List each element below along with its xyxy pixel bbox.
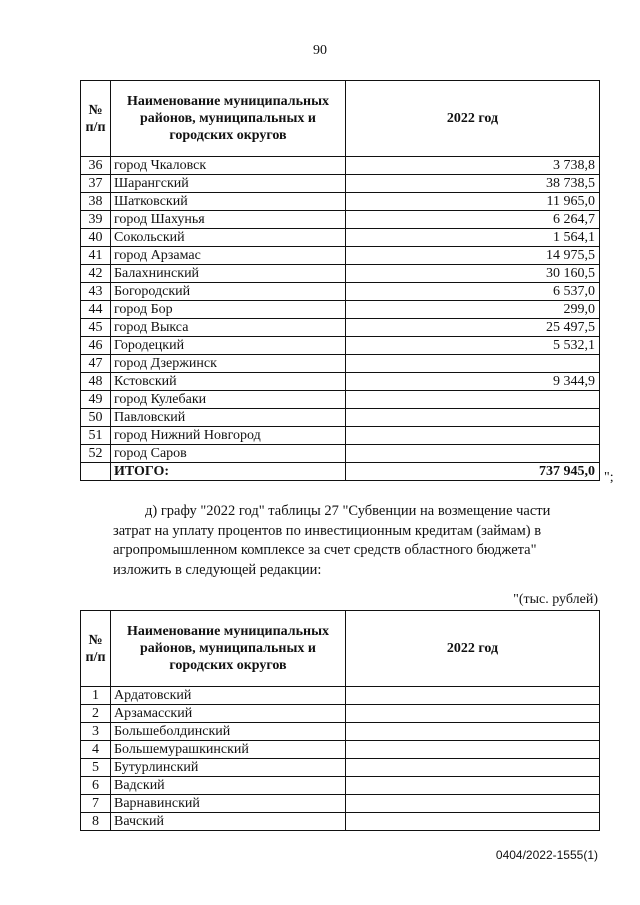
row-value: 6 537,0 <box>346 283 600 301</box>
row-number: 36 <box>81 157 111 175</box>
row-name: Большемурашкинский <box>111 741 346 759</box>
header-number: № п/п <box>81 611 111 687</box>
row-value <box>346 355 600 373</box>
paragraph-line: изложить в следующей редакции: <box>113 561 322 578</box>
row-number: 1 <box>81 687 111 705</box>
table-row <box>81 741 600 759</box>
table-row <box>81 759 600 777</box>
row-name: Бутурлинский <box>111 759 346 777</box>
paragraph-line: агропромышленном комплексе за счет средств областного бюджета" <box>113 542 537 558</box>
row-value: 299,0 <box>346 301 600 319</box>
table-row <box>81 211 600 229</box>
unit-note: "(тыс. рублей) <box>513 592 598 607</box>
row-value <box>346 445 600 463</box>
table-row <box>81 247 600 265</box>
row-name: город Арзамас <box>111 247 346 265</box>
row-number: 51 <box>81 427 111 445</box>
row-number: 52 <box>81 445 111 463</box>
row-name: Шарангский <box>111 175 346 193</box>
row-name: Вачский <box>111 813 346 831</box>
row-number: 4 <box>81 741 111 759</box>
row-number: 39 <box>81 211 111 229</box>
row-value <box>346 427 600 445</box>
row-number: 49 <box>81 391 111 409</box>
row-number: 43 <box>81 283 111 301</box>
row-number: 40 <box>81 229 111 247</box>
row-number: 42 <box>81 265 111 283</box>
row-name: город Бор <box>111 301 346 319</box>
table-row <box>81 319 600 337</box>
row-value <box>346 723 600 741</box>
table-row <box>81 373 600 391</box>
row-number: 48 <box>81 373 111 391</box>
table-row <box>81 355 600 373</box>
table-row <box>81 705 600 723</box>
row-value: 5 532,1 <box>346 337 600 355</box>
row-number: 44 <box>81 301 111 319</box>
header-name: Наименование муниципальных районов, муниципальных и городских округов <box>111 81 346 157</box>
paragraph-line: затрат на уплату процентов по инвестиционным кредитам (займам) в <box>113 522 542 539</box>
closing-quote: "; <box>604 470 614 485</box>
row-number: 38 <box>81 193 111 211</box>
header-year: 2022 год <box>346 611 600 687</box>
table-row <box>81 813 600 831</box>
subsidy-table-2 <box>80 610 600 831</box>
row-value <box>346 741 600 759</box>
row-value: 9 344,9 <box>346 373 600 391</box>
row-value <box>346 409 600 427</box>
row-name: Вадский <box>111 777 346 795</box>
table-row <box>81 193 600 211</box>
row-name: Городецкий <box>111 337 346 355</box>
table-row <box>81 427 600 445</box>
row-name: Большеболдинский <box>111 723 346 741</box>
row-value <box>346 391 600 409</box>
row-name: Ардатовский <box>111 687 346 705</box>
page-number: 90 <box>313 43 327 58</box>
row-value: 6 264,7 <box>346 211 600 229</box>
subsidy-table-1 <box>80 80 600 481</box>
total-number-cell <box>81 463 111 481</box>
row-number: 7 <box>81 795 111 813</box>
row-number: 8 <box>81 813 111 831</box>
row-number: 3 <box>81 723 111 741</box>
row-name: город Кулебаки <box>111 391 346 409</box>
row-name: Павловский <box>111 409 346 427</box>
row-name: Балахнинский <box>111 265 346 283</box>
table-row <box>81 157 600 175</box>
row-name: Сокольский <box>111 229 346 247</box>
row-name: город Саров <box>111 445 346 463</box>
total-value: 737 945,0 <box>346 463 600 481</box>
header-number: № п/п <box>81 81 111 157</box>
paragraph-line: д) графу "2022 год" таблицы 27 "Субвенции на возмещение части <box>145 503 551 519</box>
table-row <box>81 265 600 283</box>
row-value <box>346 687 600 705</box>
total-row <box>81 463 600 481</box>
amendment-paragraph <box>113 502 599 580</box>
row-value: 25 497,5 <box>346 319 600 337</box>
row-number: 5 <box>81 759 111 777</box>
row-value: 11 965,0 <box>346 193 600 211</box>
table-row <box>81 229 600 247</box>
row-value: 1 564,1 <box>346 229 600 247</box>
row-number: 41 <box>81 247 111 265</box>
row-value <box>346 777 600 795</box>
table-row <box>81 175 600 193</box>
row-name: город Дзержинск <box>111 355 346 373</box>
row-number: 37 <box>81 175 111 193</box>
total-label: ИТОГО: <box>111 463 346 481</box>
row-value <box>346 759 600 777</box>
row-number: 50 <box>81 409 111 427</box>
row-value: 14 975,5 <box>346 247 600 265</box>
table-row <box>81 283 600 301</box>
table-row <box>81 687 600 705</box>
row-name: город Шахунья <box>111 211 346 229</box>
row-name: Шатковский <box>111 193 346 211</box>
row-value <box>346 795 600 813</box>
table-row <box>81 301 600 319</box>
row-value <box>346 705 600 723</box>
table-row <box>81 445 600 463</box>
row-value: 30 160,5 <box>346 265 600 283</box>
table-row <box>81 723 600 741</box>
row-name: Богородский <box>111 283 346 301</box>
table-header-row <box>81 611 600 687</box>
table-row <box>81 777 600 795</box>
row-number: 2 <box>81 705 111 723</box>
document-code: 0404/2022-1555(1) <box>495 848 598 862</box>
row-name: Кстовский <box>111 373 346 391</box>
row-value <box>346 813 600 831</box>
table-row <box>81 391 600 409</box>
header-name: Наименование муниципальных районов, муниципальных и городских округов <box>111 611 346 687</box>
row-name: город Чкаловск <box>111 157 346 175</box>
row-name: город Выкса <box>111 319 346 337</box>
table-header-row <box>81 81 600 157</box>
row-number: 47 <box>81 355 111 373</box>
row-value: 38 738,5 <box>346 175 600 193</box>
row-number: 46 <box>81 337 111 355</box>
row-name: город Нижний Новгород <box>111 427 346 445</box>
row-value: 3 738,8 <box>346 157 600 175</box>
row-name: Варнавинский <box>111 795 346 813</box>
table-row <box>81 409 600 427</box>
row-number: 6 <box>81 777 111 795</box>
header-year: 2022 год <box>346 81 600 157</box>
table-row <box>81 337 600 355</box>
table-row <box>81 795 600 813</box>
row-name: Арзамасский <box>111 705 346 723</box>
row-number: 45 <box>81 319 111 337</box>
